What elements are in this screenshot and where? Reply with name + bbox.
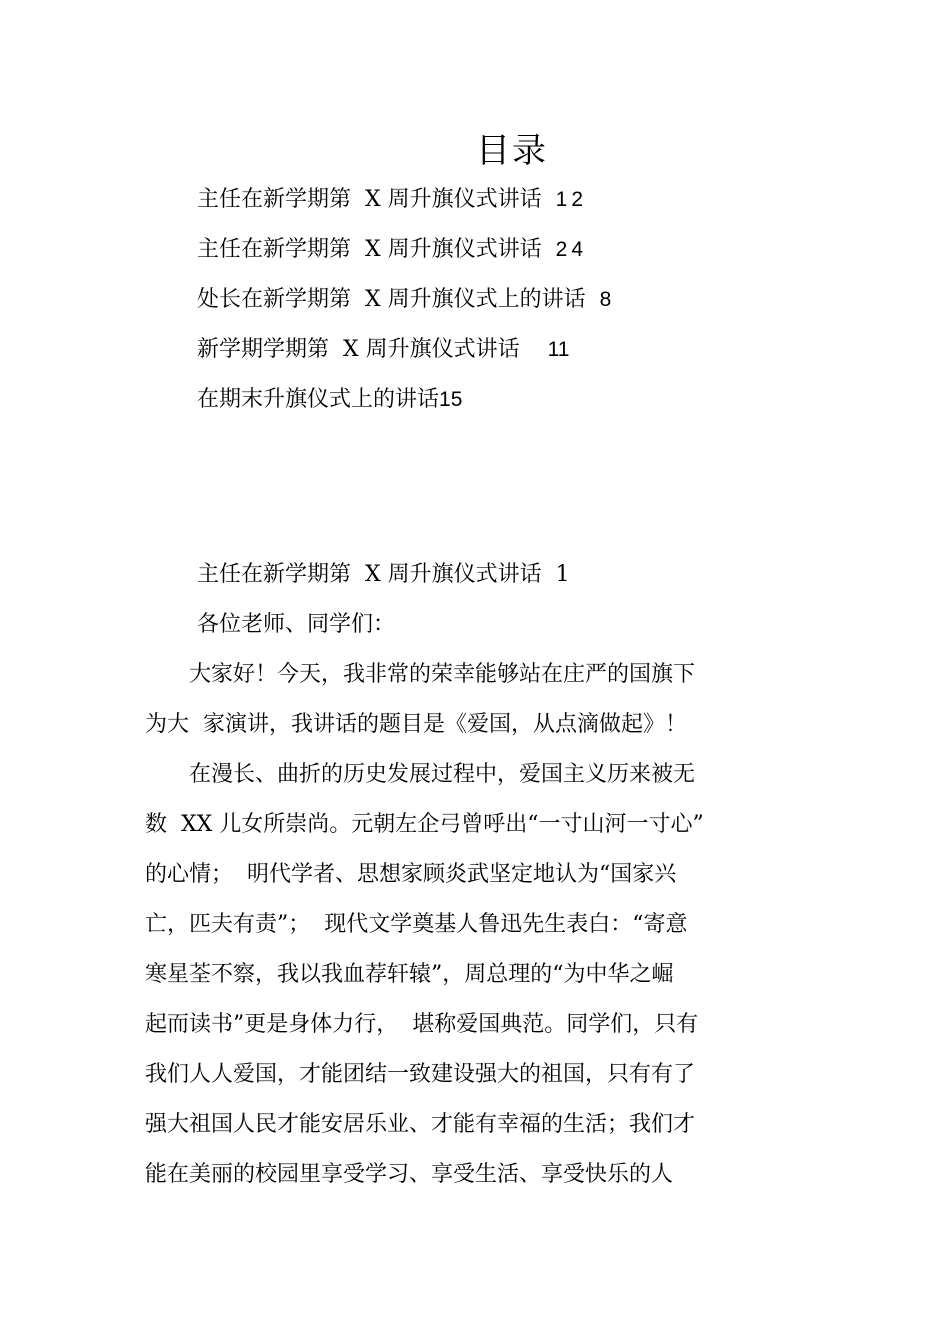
- speech-paragraph: [145, 650, 810, 750]
- toc-item-page: 24: [555, 238, 587, 261]
- toc-item-label: 主任在新学期第 X 周升旗仪式讲话: [197, 237, 556, 262]
- paragraph-line: 我们人人爱国，才能团结一致建设强大的祖国，只有有了: [145, 1062, 696, 1087]
- toc-item-label: 新学期学期第 X 周升旗仪式讲话: [197, 337, 548, 362]
- toc-item-label: 主任在新学期第 X 周升旗仪式讲话: [197, 187, 556, 212]
- toc-list: [197, 178, 611, 428]
- toc-item-page: 15: [439, 388, 463, 411]
- speech-heading: 主任在新学期第 X 周升旗仪式讲话 1: [197, 562, 570, 587]
- paragraph-line: 的心情； 明代学者、思想家顾炎武坚定地认为“国家兴: [145, 862, 677, 887]
- speech-greeting: 各位老师、同学们：: [197, 612, 396, 637]
- toc-item[interactable]: [197, 378, 611, 428]
- paragraph-line: 数 XX 儿女所崇尚。元朝左企弓曾呼出“一寸山河一寸心”: [145, 812, 704, 837]
- paragraph-line: 大家好！今天，我非常的荣幸能够站在庄严的国旗下: [145, 662, 696, 687]
- toc-item-page: 12: [555, 188, 587, 211]
- toc-item[interactable]: [197, 328, 611, 378]
- toc-item-label: 在期末升旗仪式上的讲话: [197, 387, 440, 412]
- paragraph-line: 在漫长、曲折的历史发展过程中，爱国主义历来被无: [145, 762, 696, 787]
- paragraph-line: 亡，匹夫有责”； 现代文学奠基人鲁迅先生表白：“寄意: [145, 912, 688, 937]
- speech-paragraph: [145, 750, 810, 1200]
- toc-item-label: 处长在新学期第 X 周升旗仪式上的讲话: [197, 287, 600, 312]
- paragraph-line: 为大 家演讲，我讲话的题目是《爱国，从点滴做起》！: [145, 712, 687, 737]
- paragraph-line: 能在美丽的校园里享受学习、享受生活、享受快乐的人: [145, 1162, 674, 1187]
- toc-item[interactable]: [197, 228, 611, 278]
- toc-title: 目录: [476, 131, 548, 171]
- paragraph-line: 寒星荃不察，我以我血荐轩辕”，周总理的“为中华之崛: [145, 962, 674, 987]
- paragraph-line: 强大祖国人民才能安居乐业、才能有幸福的生活；我们才: [145, 1112, 696, 1137]
- toc-item[interactable]: [197, 178, 611, 228]
- toc-item-page: 11: [547, 338, 570, 361]
- toc-item-page: 8: [599, 288, 612, 311]
- paragraph-line: 起而读书”更是身体力行， 堪称爱国典范。同学们，只有: [145, 1012, 699, 1037]
- toc-item[interactable]: [197, 278, 611, 328]
